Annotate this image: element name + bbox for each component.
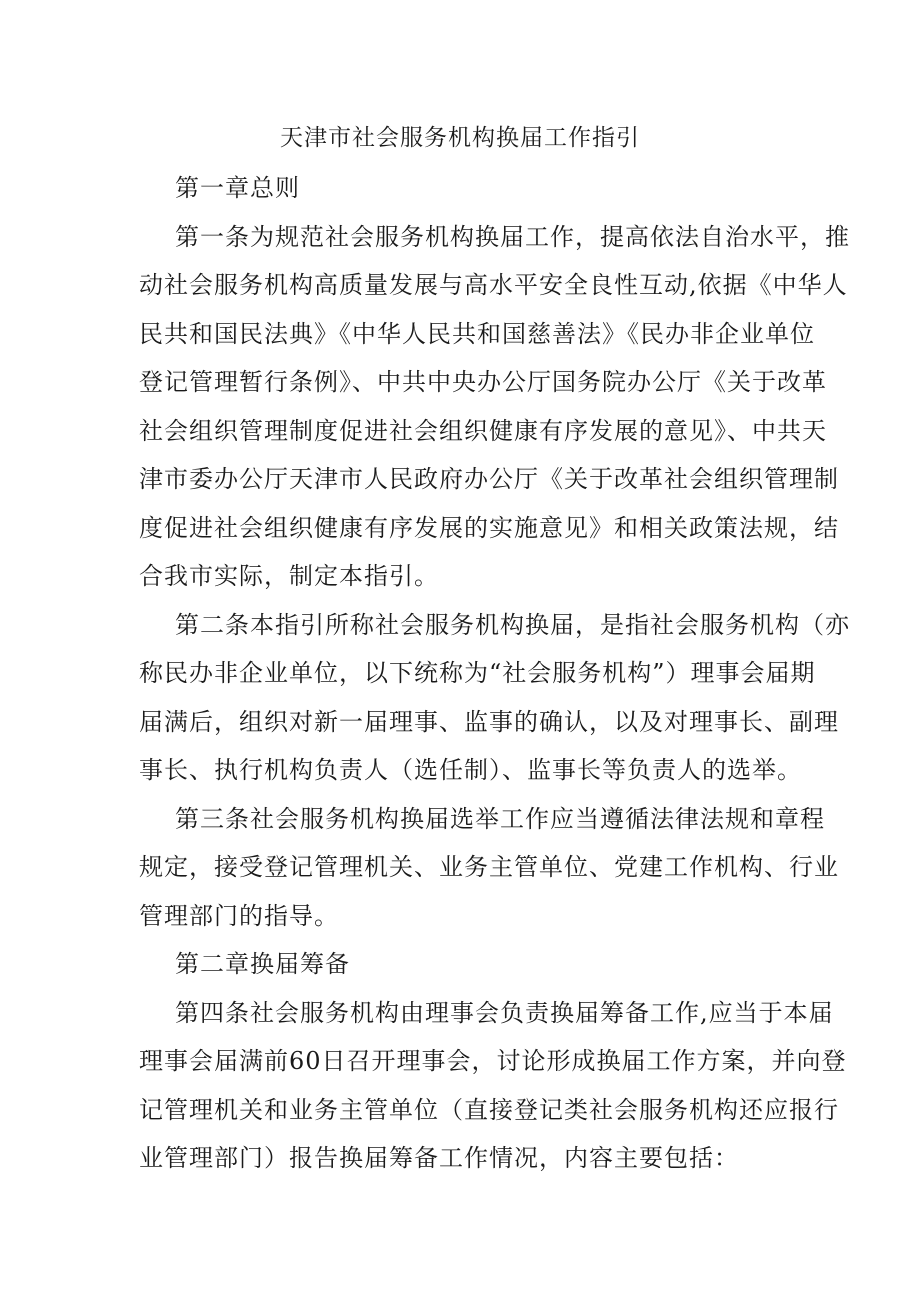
text-line: 届满后，组织对新一届理事、监事的确认，以及对理事长、副理 [139, 707, 839, 736]
text-line: 管理部门的指导。 [139, 901, 339, 930]
text-line: 动社会服务机构高质量发展与高水平安全良性互动,依据《中华人 [139, 271, 848, 299]
chapter-heading-2 [139, 940, 789, 989]
text-line: 度促进社会组织健康有序发展的实施意见》和相关政策法规，结 [139, 513, 839, 542]
text-line: 记管理机关和业务主管单位（直接登记类社会服务机构还应报行 [139, 1095, 839, 1124]
text-line: 登记管理暂行条例》、中共中央办公厅国务院办公厅《关于改革 [139, 368, 827, 396]
article-2 [139, 601, 850, 795]
article-4 [139, 989, 847, 1183]
article-1 [139, 213, 850, 601]
text-line: 理事会届满前60日召开理事会，讨论形成换届工作方案，并向登 [139, 1047, 847, 1075]
text-line: 第一条为规范社会服务机构换届工作，提高依法自治水平，推 [175, 222, 850, 251]
text-line: 合我市实际，制定本指引。 [139, 562, 439, 590]
text-line: 第四条社会服务机构由理事会负责换届筹备工作,应当于本届 [175, 998, 834, 1027]
text-line: 第三条社会服务机构换届选举工作应当遵循法律法规和章程 [175, 804, 825, 833]
article-3 [139, 795, 839, 941]
text-line: 事长、执行机构负责人（选任制）、监事长等负责人的选举。 [139, 756, 802, 784]
text-line: 规定，接受登记管理机关、业务主管单位、党建工作机构、行业 [139, 853, 839, 881]
text-line: 第二章换届筹备 [175, 950, 350, 978]
text-line: 第一章总则 [175, 174, 300, 202]
text-line: 第二条本指引所称社会服务机构换届，是指社会服务机构（亦 [175, 610, 850, 639]
text-line: 社会组织管理制度促进社会组织健康有序发展的意见》、中共天 [139, 416, 827, 445]
text-line: 业管理部门）报告换届筹备工作情况，内容主要包括： [139, 1144, 739, 1172]
text-line: 称民办非企业单位，以下统称为“社会服务机构”）理事会届期 [139, 659, 816, 687]
text-line: 津市委办公厅天津市人民政府办公厅《关于改革社会组织管理制 [139, 465, 839, 493]
text-line: 民共和国民法典》《中华人民共和国慈善法》《民办非企业单位 [139, 319, 815, 348]
document-title: 天津市社会服务机构换届工作指引 [280, 125, 640, 151]
document-body [139, 164, 850, 1183]
chapter-heading-1 [139, 164, 789, 213]
